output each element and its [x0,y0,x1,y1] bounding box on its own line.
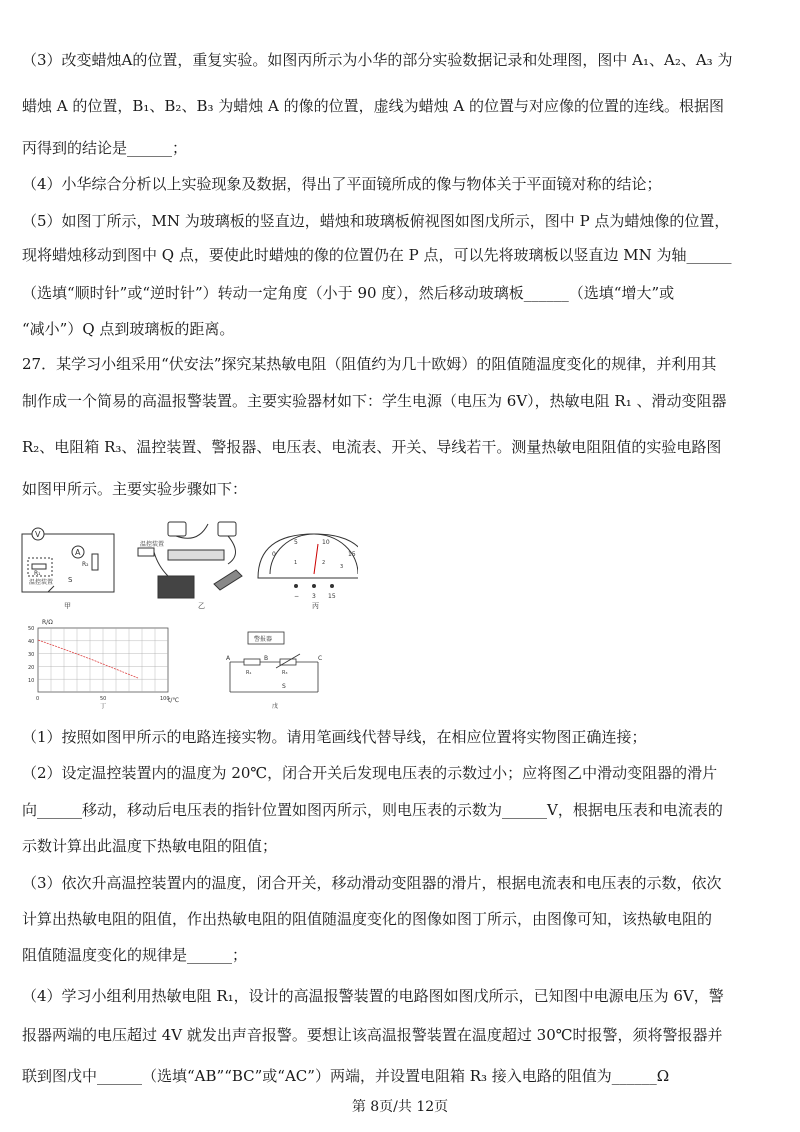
jia-box-label: 温控装置 [29,579,54,586]
yi-label: 温控装置 [140,541,165,548]
bing-tick-5: 5 [294,539,298,546]
ding-y20: 20 [28,665,35,671]
q27-stem-line4: 如图甲所示。主要实验步骤如下： [22,480,248,498]
q27-step4-line2: 报器两端的电压超过 4V 就发出声音报警。要想让该高温报警装置在温度超过 30℃时报警，须将警报器并 [22,1026,723,1044]
q26-part4-line1: （4）小华综合分析以上实验现象及数据，得出了平面镜所成的像与物体关于平面镜对称的结论； [22,175,662,193]
bing-tick-b3: 3 [340,564,344,570]
q27-step3-line1: （3）依次升高温控装置内的温度，闭合开关，移动滑动变阻器的滑片，根据电流表和电压表的示数，依次 [22,874,722,892]
bing-tick-15: 15 [348,551,356,558]
ding-y30: 30 [28,652,35,658]
q26-part3-line1: （3）改变蜡烛A的位置，重复实验。如图丙所示为小华的部分实验数据记录和处理图，图中 A₁、A₂、A₃ 为 [22,51,733,69]
q27-figures [18,514,358,710]
ding-x50: 50 [100,696,107,702]
bing-tick-b2: 2 [322,560,326,566]
q27-step4-line3: 联到图戊中______（选填“AB”“BC”或“AC”）两端，并设置电阻箱 R₃ 接入电路的阻值为______Ω [22,1067,670,1085]
jia-s-label: S [68,576,73,584]
page-footer: 第 8页/共 12页 [351,1099,449,1115]
q26-part3-line3: 丙得到的结论是______； [22,139,188,157]
q27-stem-line1: 27．某学习小组采用“伏安法”探究某热敏电阻（阻值约为几十欧姆）的阻值随温度变化的规律，并利用其 [22,355,717,373]
jia-a-label: A [75,548,81,557]
figure-yi [138,522,242,598]
q27-step2-line2: 向______移动，移动后电压表的指针位置如图丙所示，则电压表的示数为______V，根据电压表和电流表的 [22,801,723,819]
q26-part5-line2: 现将蜡烛移动到图中 Q 点，要使此时蜡烛的像的位置仍在 P 点，可以先将玻璃板以竖直边 MN 为轴______ [22,246,732,264]
ding-y40: 40 [28,639,35,645]
q27-stem-line3: R₂、电阻箱 R₃、温控装置、警报器、电压表、电流表、开关、导线若干。测量热敏电阻阻值的实验电路图 [22,438,722,456]
q27-step1-line1: （1）按照如图甲所示的电路连接实物。请用笔画线代替导线，在相应位置将实物图正确连接； [22,728,647,746]
jia-v-label: V [35,530,41,539]
bing-caption: 丙 [312,602,319,610]
figure-ding [28,619,179,710]
q27-stem-line2: 制作成一个简易的高温报警装置。主要实验器材如下：学生电源（电压为 6V），热敏电阻 R₁ 、滑动变阻器 [22,392,727,410]
ding-ylabel: R/Ω [42,619,53,626]
figure-bing [258,534,358,610]
ding-y50: 50 [28,626,35,632]
q27-step2-line3: 示数计算出此温度下热敏电阻的阻值； [22,837,278,855]
q27-step3-line2: 计算出热敏电阻的阻值，作出热敏电阻的阻值随温度变化的图像如图丁所示，由图像可知，该热敏电阻的 [22,910,713,928]
bing-term-minus: − [294,593,300,600]
bing-term-15: 15 [328,593,336,600]
wu-caption: 戊 [272,703,279,710]
q27-step3-line3: 阻值随温度变化的规律是______； [22,946,248,964]
wu-r3-label: R₃ [282,670,288,676]
jia-r2-label: R₂ [82,561,89,568]
q26-part5-line4: “减小”）Q 点到玻璃板的距离。 [22,320,235,338]
jia-caption: 甲 [64,602,71,610]
wu-alarm-label: 警报器 [254,636,273,643]
q26-part5-line1: （5）如图丁所示，MN 为玻璃板的竖直边，蜡烛和玻璃板俯视图如图戊所示，图中 P 点为蜡烛像的位置， [22,212,730,230]
ding-caption: 丁 [100,703,107,710]
ding-x100: 100 [160,696,170,702]
ding-xlabel: t/℃ [168,697,180,704]
bing-tick-0: 0 [272,551,276,558]
bing-term-3: 3 [312,593,316,600]
q27-step2-line1: （2）设定温控装置内的温度为 20℃，闭合开关后发现电压表的示数过小；应将图乙中滑动变阻器的滑片 [22,764,718,782]
bing-tick-b1: 1 [294,560,298,566]
wu-r1-label: R₁ [246,670,252,676]
q27-step4-line1: （4）学习小组利用热敏电阻 R₁，设计的高温报警装置的电路图如图戊所示，已知图中电源电压为 6V，警 [22,987,724,1005]
jia-r1-label: R₁ [34,570,41,577]
figure-wu [230,632,318,692]
wu-a-label: A [226,655,231,662]
q26-part3-line2: 蜡烛 A 的位置，B₁、B₂、B₃ 为蜡烛 A 的像的位置，虚线为蜡烛 A 的位置与对应像的位置的连线。根据图 [22,97,724,115]
ding-y10: 10 [28,678,35,684]
wu-c-label: C [318,655,323,662]
ding-x0: 0 [36,696,40,702]
yi-caption: 乙 [198,602,205,610]
wu-b-label: B [264,655,269,662]
bing-tick-10: 10 [322,539,330,546]
q26-part5-line3: （选填“顺时针”或“逆时针”）转动一定角度（小于 90 度），然后移动玻璃板______（选填“增大”或 [22,284,675,302]
wu-s-label: S [282,683,286,690]
